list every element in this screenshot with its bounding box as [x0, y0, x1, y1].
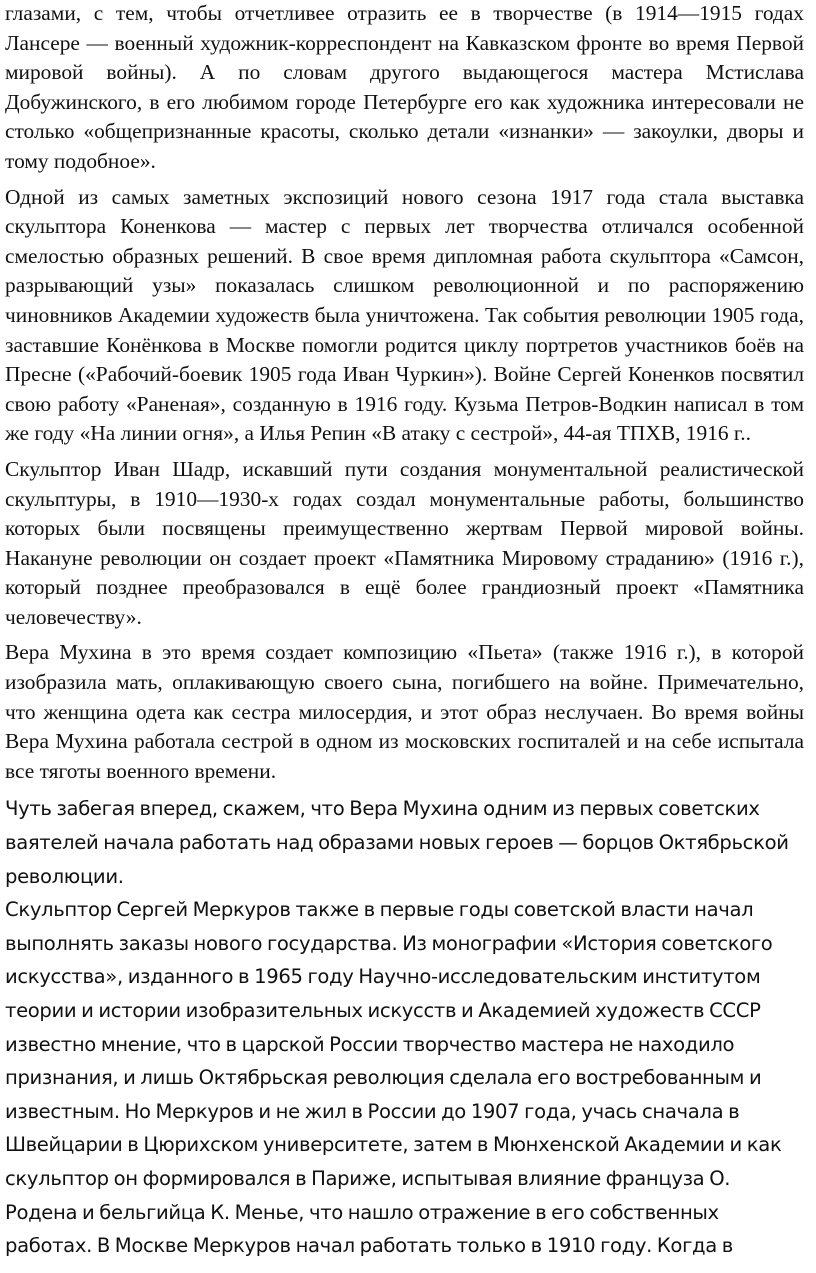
paragraph-konenkov: Одной из самых заметных экспозиций нового сезона 1917 года стала выставка скульптора Коненкова — мастер с первых лет творчества отличался особенной смелостью образных решений. В свое время дипломная работа скульптора «Самсон, разрывающий узы» показалась слишком революционной и по распоряжению чиновников Академии художеств была уничтожена. Так события революции 1905 года, заставшие Конёнкова в Москве помогли родится циклу портретов участников боёв на Пресне («Рабочий-боевик 1905 года Иван Чуркин»). Войне Сергей Коненков посвятил свою работу «Раненая», созданную в 1916 году. Кузьма Петров-Водкин написал в том же году «На линии огня», а Илья Репин «В атаку с сестрой», 44-ая ТПХВ, 1916 г..: [5, 184, 804, 446]
paragraph-mukhina-revolution: Чуть забегая вперед, скажем, что Вера Мухина одним из первых советских ваятелей начала работать над образами новых героев — борцов Октябрьской революции.: [5, 797, 789, 888]
paragraph-shadr: Скульптор Иван Шадр, искавший пути создания монументальной реалистической скульптуры, в 1910—1930-х годах создал монументальные работы, большинство которых были посвящены преимущественно жертвам Первой мировой войны. Накануне революции он создает проект «Памятника Мировому страданию» (1916 г.), который позднее преобразовался в ещё более грандиозный проект «Памятника человечеству».: [5, 456, 804, 629]
paragraph-lanceray-dobuzhinsky: глазами, с тем, чтобы отчетливее отразить ее в творчестве (в 1914—1915 годах Лансере — военный художник-корреспондент на Кавказском фронте во время Первой мировой войны). А по словам другого выдающегося мастера Мстислава Добужинского, в его любимом городе Петербурге его как художника интересовали не столько «общепризнанные красоты, сколько детали «изнанки» — закоулки, дворы и тому подобное».: [5, 1, 804, 173]
paragraph-merkurov: Скульптор Сергей Меркуров также в первые годы советской власти начал выполнять заказы нового государства. Из монографии «История советского искусства», изданного в 1965 году Научно-исследовательским институтом теории и истории изобразительных искусств и Академией художеств СССР известно мнение, что в царской России творчество мастера не находило признания, и лишь Октябрьская революция сделала его востребованным и известным. Но Меркуров и не жил в России до 1907 года, учась сначала в Швейцарии в Цюрихском университете, затем в Мюнхенской Академии и как скульптор он формировался в Париже, испытывая влияние француза О. Родена и бельгийца К. Менье, что нашло отражение в его собственных работах. В Москве Меркуров начал работать только в 1910 году. Когда в: [5, 898, 782, 1258]
paragraph-mukhina: Вера Мухина в это время создает композицию «Пьета» (также 1916 г.), в которой изобразила мать, оплакивающую своего сына, погибшего на войне. Примечательно, что женщина одета как сестра милосердия, и этот образ неслучаен. Во время войны Вера Мухина работала сестрой в одном из московских госпиталей и на себе испытала все тяготы военного времени.: [5, 640, 804, 783]
